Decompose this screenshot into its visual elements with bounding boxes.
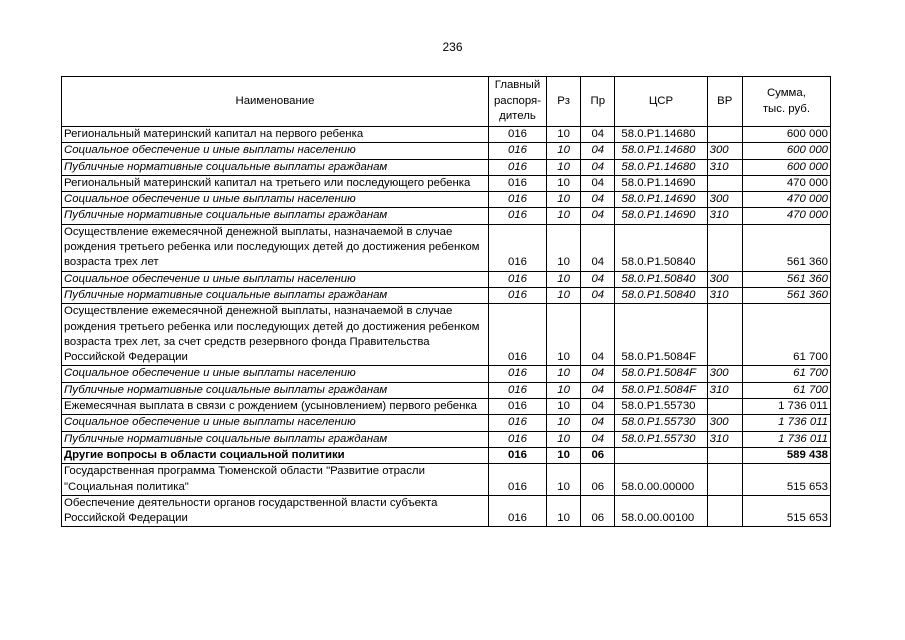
row-rz-cell: 10 <box>547 382 581 398</box>
row-vr-cell: 300 <box>707 143 742 159</box>
row-vr-cell: 300 <box>707 366 742 382</box>
row-pr-cell: 04 <box>581 143 615 159</box>
header-rz: Рз <box>547 77 581 127</box>
table-row <box>62 399 831 415</box>
row-vr-cell <box>707 175 742 191</box>
row-glavny-cell: 016 <box>488 464 546 496</box>
row-rz-cell: 10 <box>547 431 581 447</box>
row-name-cell: Региональный материнский капитал на первого ребенка <box>62 127 489 143</box>
header-vr: ВР <box>707 77 742 127</box>
row-csr-cell: 58.0.P1.55730 <box>615 399 707 415</box>
row-vr-cell <box>707 399 742 415</box>
row-pr-cell: 04 <box>581 159 615 175</box>
table-row <box>62 271 831 287</box>
row-name-cell: Социальное обеспечение и иные выплаты населению <box>62 415 489 431</box>
row-vr-cell: 300 <box>707 271 742 287</box>
row-name-cell: Социальное обеспечение и иные выплаты населению <box>62 271 489 287</box>
row-csr-cell: 58.0.P1.14690 <box>615 192 707 208</box>
row-sum-cell: 600 000 <box>742 159 830 175</box>
row-glavny-cell: 016 <box>488 366 546 382</box>
row-glavny-cell: 016 <box>488 304 546 366</box>
row-glavny-cell: 016 <box>488 431 546 447</box>
row-glavny-cell: 016 <box>488 399 546 415</box>
row-sum-cell: 600 000 <box>742 127 830 143</box>
row-sum-cell: 61 700 <box>742 304 830 366</box>
row-pr-cell: 04 <box>581 224 615 271</box>
row-rz-cell: 10 <box>547 399 581 415</box>
table-row <box>62 464 831 496</box>
row-csr-cell: 58.0.P1.55730 <box>615 431 707 447</box>
row-name-cell: Социальное обеспечение и иные выплаты населению <box>62 143 489 159</box>
row-vr-cell: 310 <box>707 382 742 398</box>
row-sum-cell: 470 000 <box>742 175 830 191</box>
row-csr-cell: 58.0.00.00100 <box>615 495 707 527</box>
row-sum-cell: 1 736 011 <box>742 399 830 415</box>
row-rz-cell: 10 <box>547 366 581 382</box>
row-csr-cell: 58.0.P1.14680 <box>615 127 707 143</box>
row-name-cell: Другие вопросы в области социальной политики <box>62 447 489 463</box>
row-csr-cell <box>615 447 707 463</box>
row-glavny-cell: 016 <box>488 415 546 431</box>
table-row <box>62 382 831 398</box>
row-rz-cell: 10 <box>547 208 581 224</box>
row-glavny-cell: 016 <box>488 271 546 287</box>
row-vr-cell <box>707 464 742 496</box>
row-rz-cell: 10 <box>547 415 581 431</box>
row-name-cell: Ежемесячная выплата в связи с рождением (усыновлением) первого ребенка <box>62 399 489 415</box>
table-row <box>62 208 831 224</box>
row-csr-cell: 58.0.P1.14690 <box>615 208 707 224</box>
row-sum-cell: 470 000 <box>742 208 830 224</box>
row-csr-cell: 58.0.P1.50840 <box>615 224 707 271</box>
row-pr-cell: 04 <box>581 382 615 398</box>
page-number: 236 <box>442 40 463 54</box>
row-sum-cell: 470 000 <box>742 192 830 208</box>
row-sum-cell: 561 360 <box>742 287 830 303</box>
row-name-cell: Социальное обеспечение и иные выплаты населению <box>62 366 489 382</box>
header-sum-line: тыс. руб. <box>762 102 810 115</box>
table-row <box>62 224 831 271</box>
row-pr-cell: 04 <box>581 366 615 382</box>
row-glavny-cell: 016 <box>488 447 546 463</box>
row-pr-cell: 04 <box>581 208 615 224</box>
table-row <box>62 192 831 208</box>
table-row <box>62 431 831 447</box>
row-pr-cell: 04 <box>581 175 615 191</box>
row-glavny-cell: 016 <box>488 287 546 303</box>
row-rz-cell: 10 <box>547 127 581 143</box>
table-row <box>62 175 831 191</box>
row-sum-cell: 61 700 <box>742 382 830 398</box>
table-row <box>62 287 831 303</box>
row-name-cell: Региональный материнский капитал на третьего или последующего ребенка <box>62 175 489 191</box>
row-pr-cell: 04 <box>581 415 615 431</box>
row-rz-cell: 10 <box>547 175 581 191</box>
table-header <box>62 77 831 127</box>
row-name-cell: Социальное обеспечение и иные выплаты населению <box>62 192 489 208</box>
header-glavny-line: Главный <box>494 79 541 92</box>
row-glavny-cell: 016 <box>488 224 546 271</box>
row-csr-cell: 58.0.P1.5084F <box>615 366 707 382</box>
header-glavny-line: распоря- <box>493 94 542 107</box>
row-vr-cell: 310 <box>707 159 742 175</box>
row-csr-cell: 58.0.00.00000 <box>615 464 707 496</box>
row-pr-cell: 06 <box>581 495 615 527</box>
table-row <box>62 143 831 159</box>
row-pr-cell: 04 <box>581 271 615 287</box>
row-rz-cell: 10 <box>547 271 581 287</box>
row-vr-cell <box>707 304 742 366</box>
row-sum-cell: 61 700 <box>742 366 830 382</box>
row-pr-cell: 04 <box>581 304 615 366</box>
row-vr-cell: 300 <box>707 415 742 431</box>
row-sum-cell: 561 360 <box>742 224 830 271</box>
header-sum-line: Сумма, <box>766 87 806 99</box>
row-csr-cell: 58.0.P1.14680 <box>615 159 707 175</box>
row-sum-cell: 1 736 011 <box>742 415 830 431</box>
row-vr-cell: 310 <box>707 287 742 303</box>
row-rz-cell: 10 <box>547 447 581 463</box>
row-glavny-cell: 016 <box>488 159 546 175</box>
row-sum-cell: 515 653 <box>742 464 830 496</box>
table-row <box>62 159 831 175</box>
row-glavny-cell: 016 <box>488 208 546 224</box>
table-row <box>62 447 831 463</box>
row-vr-cell <box>707 224 742 271</box>
row-sum-cell: 1 736 011 <box>742 431 830 447</box>
row-sum-cell: 589 438 <box>742 447 830 463</box>
row-sum-cell: 561 360 <box>742 271 830 287</box>
row-rz-cell: 10 <box>547 143 581 159</box>
row-name-cell: Публичные нормативные социальные выплаты гражданам <box>62 287 489 303</box>
row-vr-cell <box>707 127 742 143</box>
row-csr-cell: 58.0.P1.5084F <box>615 382 707 398</box>
row-pr-cell: 04 <box>581 287 615 303</box>
row-rz-cell: 10 <box>547 464 581 496</box>
row-glavny-cell: 016 <box>488 192 546 208</box>
row-pr-cell: 04 <box>581 431 615 447</box>
table-row <box>62 366 831 382</box>
row-csr-cell: 58.0.P1.14690 <box>615 175 707 191</box>
row-csr-cell: 58.0.P1.14680 <box>615 143 707 159</box>
row-name-cell: Осуществление ежемесячной денежной выплаты, назначаемой в случае рождения третьего ребенка или последующих детей до достижения ребенком возраста трех лет <box>62 224 489 271</box>
row-rz-cell: 10 <box>547 192 581 208</box>
row-glavny-cell: 016 <box>488 143 546 159</box>
row-name-cell: Осуществление ежемесячной денежной выплаты, назначаемой в случае рождения третьего ребенка или последующих детей до достижения ребенком возраста трех лет, за счет средств резервного фонда Правительства Российской Федерации <box>62 304 489 366</box>
row-csr-cell: 58.0.P1.50840 <box>615 271 707 287</box>
row-name-cell: Публичные нормативные социальные выплаты гражданам <box>62 208 489 224</box>
header-glavny-line: дитель <box>499 110 536 123</box>
table-body <box>62 127 831 527</box>
header-glavny <box>488 77 546 127</box>
row-pr-cell: 04 <box>581 192 615 208</box>
row-glavny-cell: 016 <box>488 495 546 527</box>
row-pr-cell: 04 <box>581 127 615 143</box>
row-pr-cell: 06 <box>581 447 615 463</box>
row-name-cell: Публичные нормативные социальные выплаты гражданам <box>62 382 489 398</box>
header-csr: ЦСР <box>615 77 707 127</box>
table-row <box>62 304 831 366</box>
row-name-cell: Обеспечение деятельности органов государственной власти субъекта Российской Федерации <box>62 495 489 527</box>
row-glavny-cell: 016 <box>488 127 546 143</box>
row-csr-cell: 58.0.P1.5084F <box>615 304 707 366</box>
row-vr-cell: 300 <box>707 192 742 208</box>
row-rz-cell: 10 <box>547 159 581 175</box>
row-name-cell: Публичные нормативные социальные выплаты гражданам <box>62 431 489 447</box>
row-rz-cell: 10 <box>547 495 581 527</box>
row-pr-cell: 04 <box>581 399 615 415</box>
table-row <box>62 127 831 143</box>
header-sum <box>742 77 830 127</box>
row-rz-cell: 10 <box>547 287 581 303</box>
table-row <box>62 415 831 431</box>
row-sum-cell: 600 000 <box>742 143 830 159</box>
row-vr-cell <box>707 447 742 463</box>
header-pr: Пр <box>581 77 615 127</box>
row-sum-cell: 515 653 <box>742 495 830 527</box>
row-vr-cell <box>707 495 742 527</box>
table-row <box>62 495 831 527</box>
header-name: Наименование <box>62 77 489 127</box>
row-rz-cell: 10 <box>547 224 581 271</box>
row-glavny-cell: 016 <box>488 175 546 191</box>
row-glavny-cell: 016 <box>488 382 546 398</box>
row-name-cell: Публичные нормативные социальные выплаты гражданам <box>62 159 489 175</box>
row-rz-cell: 10 <box>547 304 581 366</box>
row-pr-cell: 06 <box>581 464 615 496</box>
row-name-cell: Государственная программа Тюменской области "Развитие отрасли "Социальная политика" <box>62 464 489 496</box>
row-csr-cell: 58.0.P1.55730 <box>615 415 707 431</box>
row-csr-cell: 58.0.P1.50840 <box>615 287 707 303</box>
row-vr-cell: 310 <box>707 208 742 224</box>
budget-table <box>61 76 831 527</box>
row-vr-cell: 310 <box>707 431 742 447</box>
